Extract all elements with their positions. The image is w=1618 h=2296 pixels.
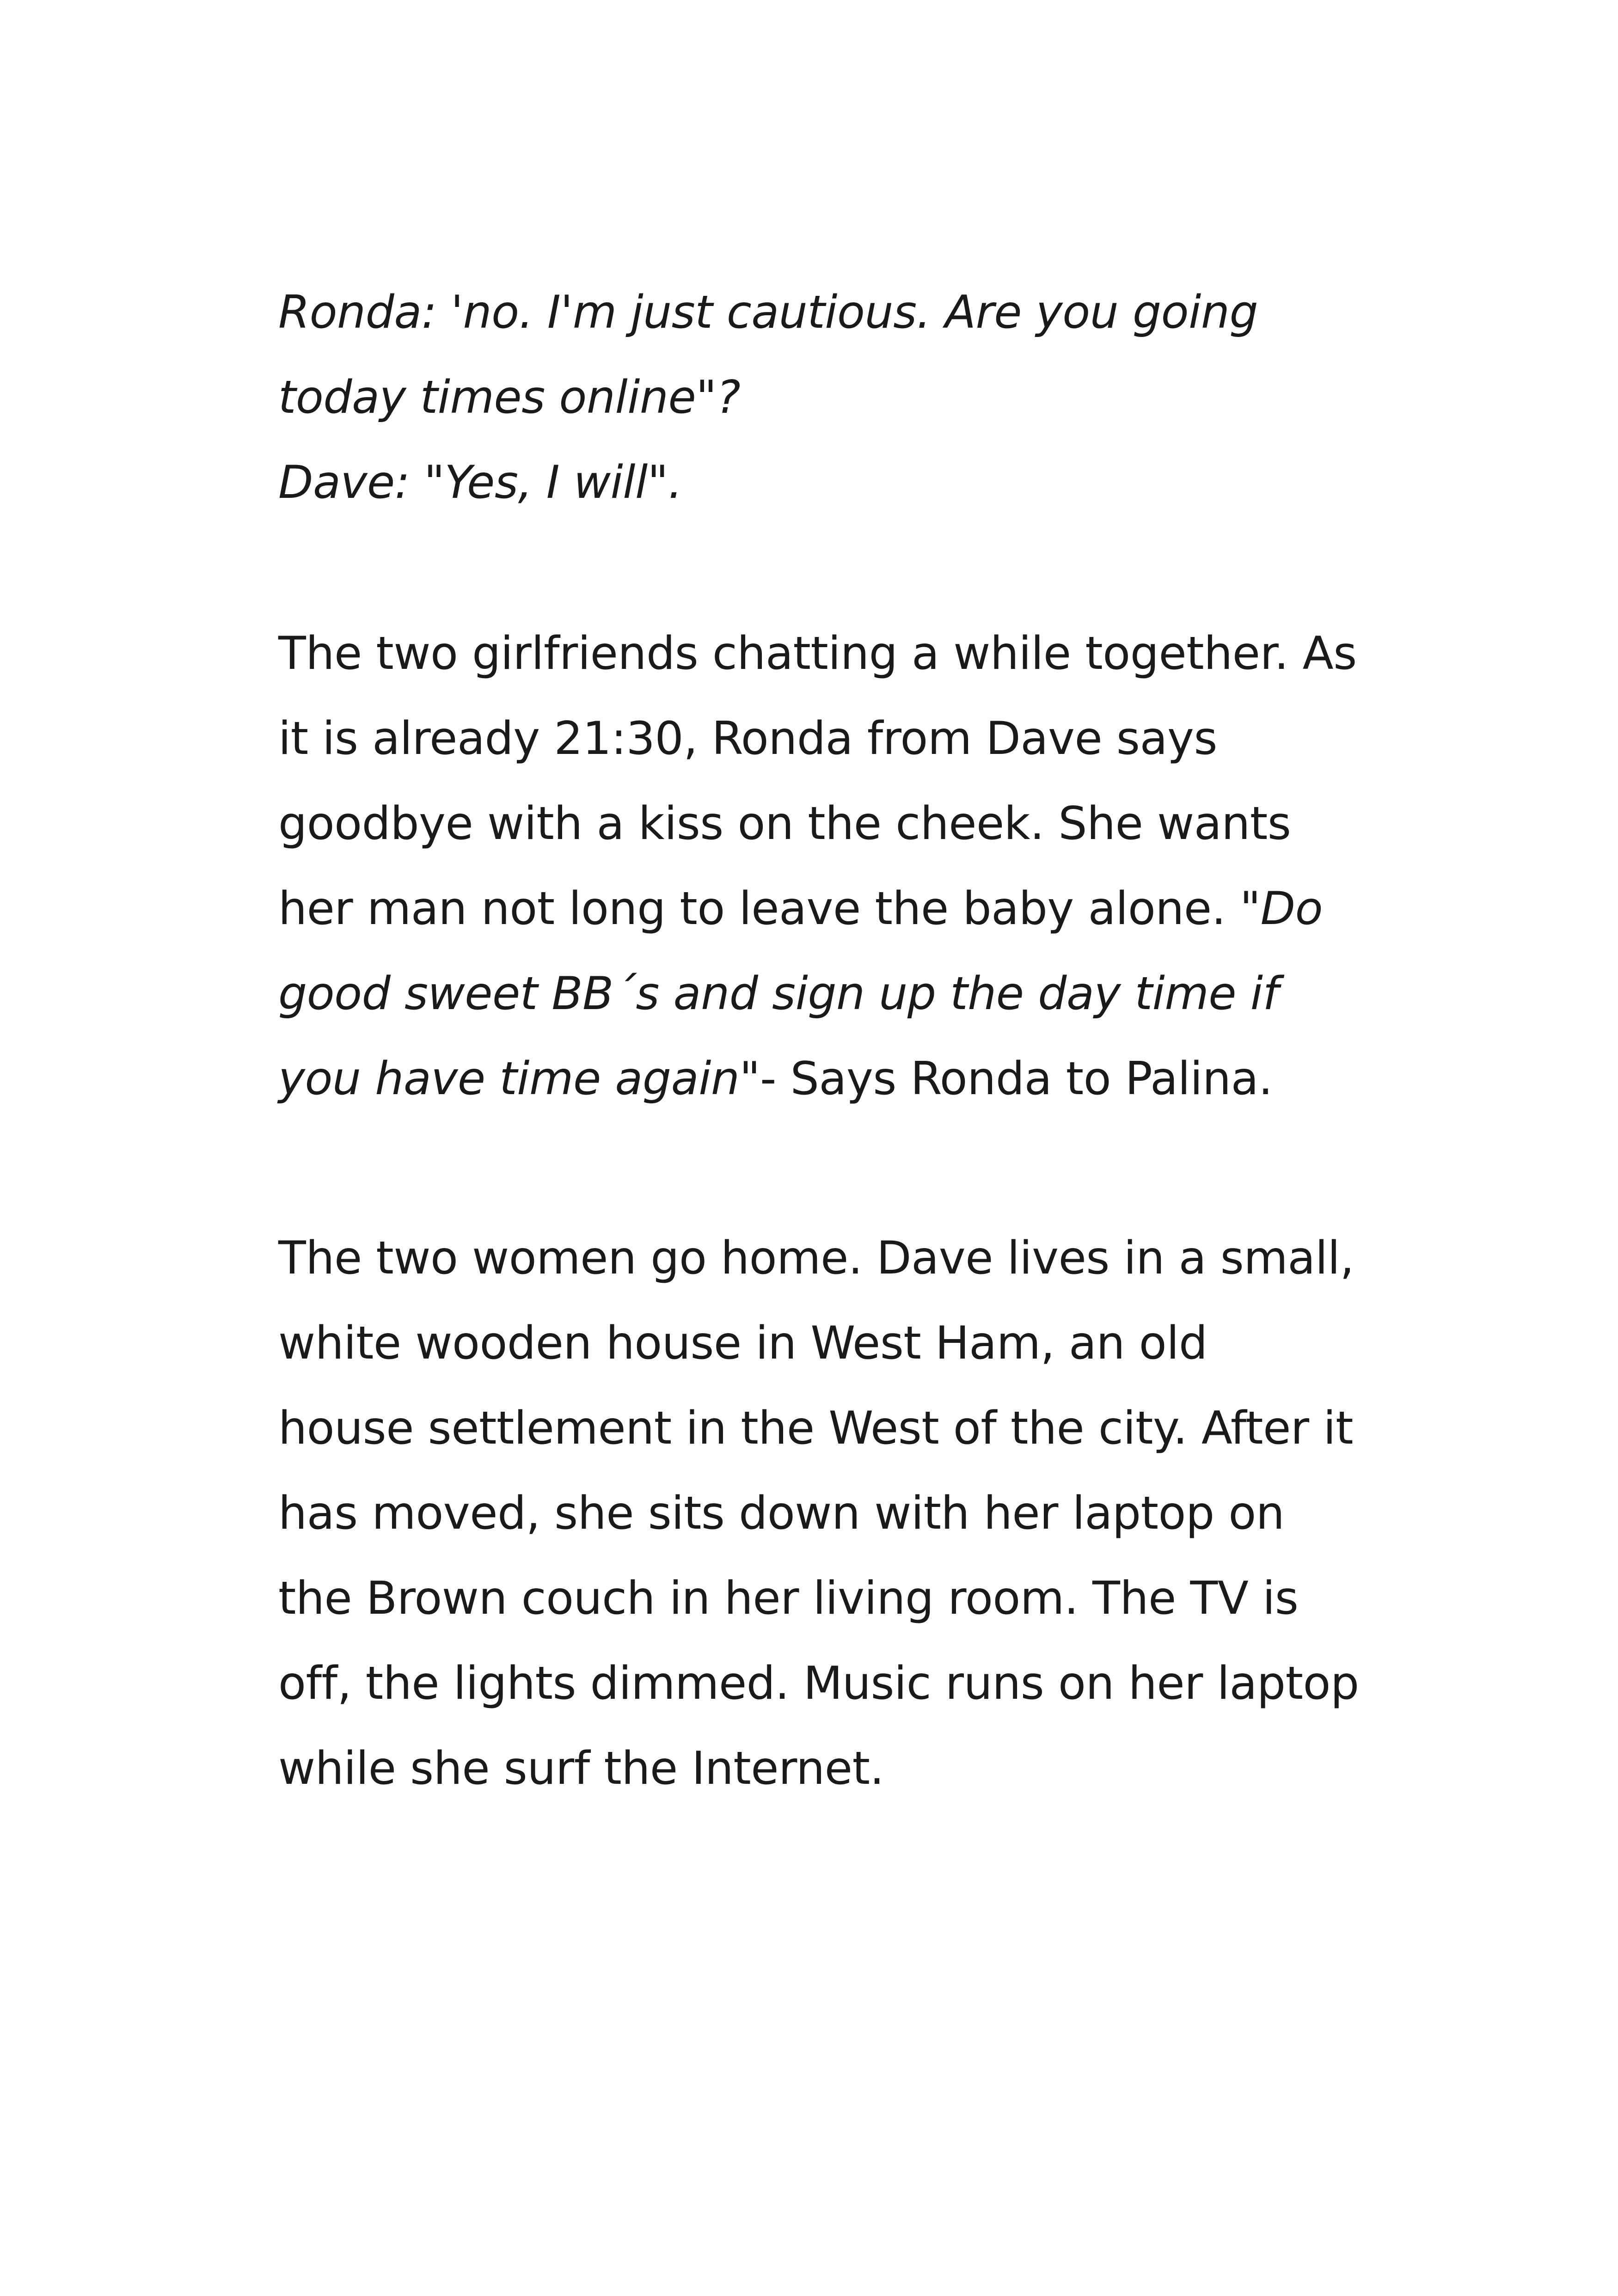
paragraph-home	[278, 1216, 1388, 1811]
paragraph-line: it is already 21:30, Ronda from Dave says	[278, 712, 1218, 765]
paragraph-line: The two women go home. Dave lives in a small,	[278, 1232, 1354, 1285]
paragraph-line-mixed	[278, 1036, 1388, 1121]
quoted-speech: "Do	[1240, 882, 1323, 935]
quoted-speech: you have time again	[278, 1053, 740, 1105]
paragraph-line: The two girlfriends chatting a while together. As	[278, 627, 1357, 680]
paragraph-line-mixed	[278, 866, 1388, 951]
plain-text: "- Says Ronda to Palina.	[739, 1053, 1273, 1105]
paragraph-line: off, the lights dimmed. Music runs on her laptop	[278, 1657, 1359, 1710]
paragraph-line: goodbye with a kiss on the cheek. She wants	[278, 797, 1291, 850]
dialogue-line: today times online"?	[278, 371, 741, 424]
paragraph-line: house settlement in the West of the city. After it	[278, 1402, 1353, 1455]
paragraph-farewell	[278, 611, 1388, 1121]
paragraph-line: white wooden house in West Ham, an old	[278, 1317, 1207, 1370]
paragraph-line: while she surf the Internet.	[278, 1742, 884, 1795]
dialogue-line: Dave: "Yes, I will".	[278, 456, 682, 509]
quoted-speech-line: good sweet BB´s and sign up the day time if	[278, 967, 1279, 1020]
dialogue-block	[278, 270, 1388, 525]
paragraph-line: has moved, she sits down with her laptop on	[278, 1487, 1285, 1540]
dialogue-line: Ronda: 'no. I'm just cautious. Are you going	[278, 286, 1258, 339]
plain-text: her man not long to leave the baby alone.	[278, 882, 1240, 935]
paragraph-line: the Brown couch in her living room. The TV is	[278, 1572, 1299, 1625]
